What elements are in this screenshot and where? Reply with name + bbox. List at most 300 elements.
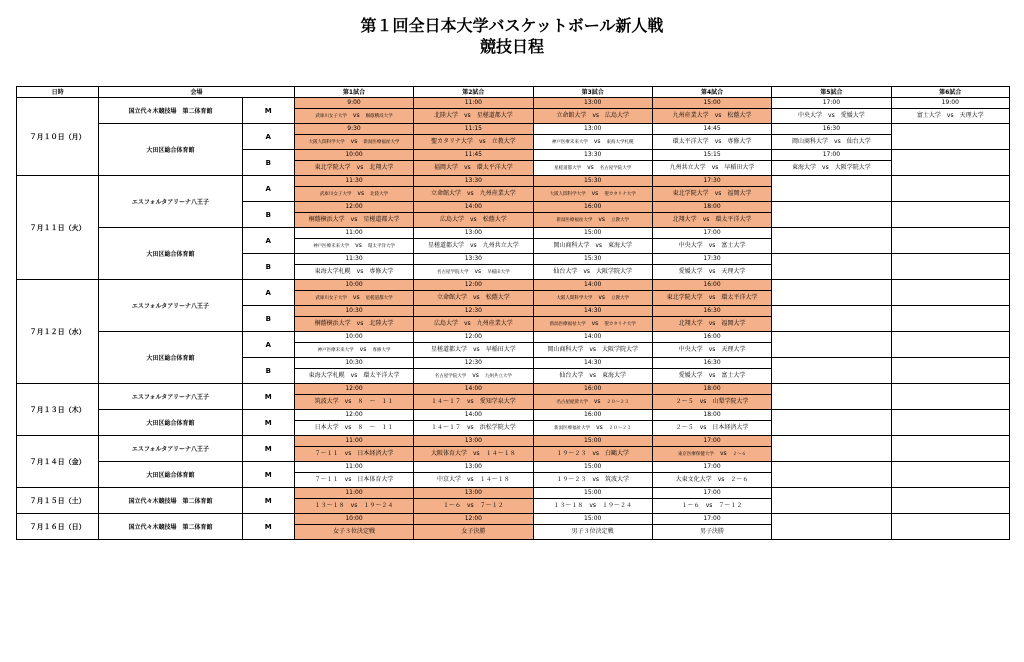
empty-cell (772, 436, 891, 462)
vs-separator: vs (464, 320, 471, 327)
match-teams (653, 265, 771, 279)
match-time: 13:00 (534, 124, 652, 135)
match-teams (653, 239, 771, 253)
empty-cell (891, 306, 1009, 332)
team-a: 星槎道都大学 (427, 242, 464, 249)
team-a: １９～２３ (556, 450, 587, 457)
match-teams (772, 161, 890, 175)
team-b: 環太平洋大学 (715, 216, 752, 223)
team-a: 武庫川女子大学 (315, 296, 347, 301)
court-cell: B (242, 202, 294, 228)
match-teams (414, 213, 532, 227)
match-teams (414, 291, 532, 305)
match-teams (295, 421, 413, 435)
team-b: 聖カタリナ大学 (604, 192, 636, 197)
team-a: 星槎道都大学 (554, 166, 582, 171)
team-b: 筑波大学 (605, 476, 630, 483)
match-time: 11:15 (414, 124, 532, 135)
team-b: 福岡大学 (727, 190, 752, 197)
team-a: 立命館大学 (556, 112, 587, 119)
match-cell (414, 358, 533, 384)
schedule-row (17, 462, 1010, 488)
match-time: 17:00 (772, 150, 890, 161)
court-cell: M (242, 410, 294, 436)
vs-separator: vs (591, 320, 599, 327)
match-label: 女子決勝 (461, 528, 486, 535)
team-b: 天理大学 (959, 112, 984, 119)
match-teams (653, 525, 771, 539)
match-cell (772, 124, 891, 150)
schedule-row (17, 332, 1010, 358)
empty-cell (772, 488, 891, 514)
vs-separator: vs (473, 450, 480, 457)
header-cell: 日時 (17, 87, 99, 98)
match-teams (653, 369, 771, 383)
vs-separator: vs (589, 502, 597, 509)
match-time: 11:30 (295, 254, 413, 265)
team-a: 聖カタリナ大学 (431, 138, 473, 145)
header-cell: 会場 (99, 87, 295, 98)
match-teams (295, 525, 413, 539)
match-cell (294, 358, 413, 384)
team-b: 九州共立大学 (482, 242, 519, 249)
team-b: 新潟医療福祉大学 (363, 140, 400, 145)
match-time: 15:00 (534, 488, 652, 499)
match-cell (414, 150, 533, 176)
team-a: 東北学院大学 (672, 190, 709, 197)
team-a: 東海大学 (792, 164, 817, 171)
empty-cell (891, 436, 1009, 462)
match-cell (414, 228, 533, 254)
match-cell (414, 410, 533, 436)
vs-separator: vs (344, 450, 352, 457)
empty-cell (891, 202, 1009, 228)
team-b: 環太平洋大学 (367, 244, 395, 249)
team-a: １３～１８ (314, 502, 345, 509)
match-cell (414, 280, 533, 306)
match-time: 13:30 (534, 150, 652, 161)
team-a: ２～５ (675, 398, 694, 405)
vs-separator: vs (596, 424, 603, 431)
match-teams (295, 291, 413, 305)
match-teams (295, 265, 413, 279)
vs-separator: vs (595, 242, 603, 249)
team-b: ２０～２３ (608, 426, 632, 431)
empty-cell (772, 358, 891, 384)
page-title: 第１回全日本大学バスケットボール新人戦 (360, 16, 664, 35)
venue-cell: 大田区総合体育館 (99, 332, 242, 384)
court-cell: B (242, 306, 294, 332)
vs-separator: vs (355, 242, 362, 249)
empty-cell (772, 462, 891, 488)
match-teams (414, 473, 532, 487)
header-cell: 第4試合 (652, 87, 771, 98)
empty-cell (891, 514, 1009, 540)
match-cell (294, 332, 413, 358)
empty-cell (772, 306, 891, 332)
schedule-row (17, 384, 1010, 410)
match-time: 18:00 (653, 384, 771, 395)
match-cell (414, 384, 533, 410)
match-time: 17:00 (653, 514, 771, 525)
match-cell (533, 436, 652, 462)
match-cell (652, 306, 771, 332)
venue-cell: エスフォルタアリーナ八王子 (99, 176, 242, 228)
match-teams (534, 317, 652, 331)
vs-separator: vs (473, 294, 480, 301)
team-a: １４～１７ (430, 424, 461, 431)
match-teams (653, 135, 771, 149)
vs-separator: vs (828, 112, 835, 119)
match-cell (533, 280, 652, 306)
match-teams (414, 499, 532, 513)
match-time: 17:00 (653, 436, 771, 447)
match-time: 12:00 (295, 384, 413, 395)
vs-separator: vs (711, 164, 719, 171)
vs-separator: vs (467, 424, 474, 431)
team-a: 中央大学 (798, 112, 823, 119)
empty-cell (772, 280, 891, 306)
vs-separator: vs (719, 450, 727, 457)
vs-separator: vs (359, 346, 367, 353)
team-b: 山梨学院大学 (712, 398, 749, 405)
match-time: 11:00 (295, 462, 413, 473)
vs-separator: vs (834, 138, 841, 145)
match-teams (534, 369, 652, 383)
match-teams (534, 161, 652, 175)
team-b: 聖カタリナ大学 (604, 322, 636, 327)
venue-cell: 大田区総合体育館 (99, 124, 242, 176)
match-time: 14:30 (534, 358, 652, 369)
match-teams (653, 317, 771, 331)
match-teams (534, 395, 652, 409)
match-time: 12:00 (295, 202, 413, 213)
match-time: 10:00 (295, 280, 413, 291)
team-b: 早稲田大学 (724, 164, 755, 171)
team-b: 浜松学院大学 (479, 424, 516, 431)
match-cell (533, 228, 652, 254)
vs-separator: vs (352, 112, 360, 119)
vs-separator: vs (598, 216, 606, 223)
match-time: 13:30 (414, 254, 532, 265)
team-a: 愛媛大学 (678, 268, 703, 275)
match-cell (294, 254, 413, 280)
match-teams (414, 369, 532, 383)
team-a: 仙台大学 (553, 268, 578, 275)
date-cell: ７月１０日（月） (17, 98, 99, 176)
team-b: 日本経済大学 (357, 450, 394, 457)
team-a: 東京医療保健大学 (677, 452, 714, 457)
header-cell: 第2試合 (414, 87, 533, 98)
team-a: 大阪人間科学大学 (549, 192, 586, 197)
match-label: 男子３位決定戦 (571, 528, 614, 535)
team-b: 星槎道都大学 (365, 296, 393, 301)
empty-cell (772, 254, 891, 280)
match-teams (295, 161, 413, 175)
empty-cell (891, 124, 1009, 150)
match-teams (295, 395, 413, 409)
team-a: 桐蔭横浜大学 (314, 320, 351, 327)
match-cell (652, 280, 771, 306)
vs-separator: vs (464, 164, 471, 171)
match-cell (533, 332, 652, 358)
vs-separator: vs (356, 268, 364, 275)
match-cell (414, 488, 533, 514)
team-a: 九州共立大学 (669, 164, 706, 171)
team-b: 立教大学 (491, 138, 516, 145)
match-teams (653, 499, 771, 513)
team-a: 北陸大学 (433, 112, 458, 119)
match-time: 16:30 (772, 124, 890, 135)
team-b: ２０～２３ (606, 400, 630, 405)
match-cell (294, 176, 413, 202)
vs-separator: vs (708, 346, 716, 353)
match-time: 11:00 (295, 488, 413, 499)
match-time: 12:30 (414, 306, 532, 317)
team-a: 北翔大学 (672, 216, 697, 223)
schedule-row (17, 228, 1010, 254)
match-cell (533, 306, 652, 332)
team-b: ７～１２ (479, 502, 504, 509)
schedule-row (17, 410, 1010, 436)
team-a: 大阪人間科学大学 (308, 140, 345, 145)
match-time: 12:30 (414, 358, 532, 369)
vs-separator: vs (699, 398, 707, 405)
team-a: 名古屋学院大学 (434, 374, 467, 379)
team-a: 岡山商科大学 (553, 242, 590, 249)
date-cell: ７月１３日（木） (17, 384, 99, 436)
team-a: 神戸医療未来大学 (551, 140, 588, 145)
vs-separator: vs (344, 424, 352, 431)
vs-separator: vs (714, 112, 722, 119)
match-cell (891, 98, 1009, 124)
empty-cell (891, 150, 1009, 176)
match-teams (653, 187, 771, 201)
team-b: 大阪学院大学 (596, 268, 633, 275)
court-cell: B (242, 254, 294, 280)
team-b: ８ ～ １１ (357, 424, 394, 431)
match-teams (534, 473, 652, 487)
empty-cell (891, 410, 1009, 436)
match-teams (534, 499, 652, 513)
venue-cell: 大田区総合体育館 (99, 228, 242, 280)
team-a: 富士大学 (916, 112, 941, 119)
empty-cell (891, 332, 1009, 358)
team-a: 福岡大学 (433, 164, 458, 171)
team-b: ７～１２ (718, 502, 743, 509)
venue-cell: エスフォルタアリーナ八王子 (99, 384, 242, 410)
team-b: 日本経済大学 (712, 424, 749, 431)
empty-cell (772, 176, 891, 202)
match-teams (653, 291, 771, 305)
match-time: 16:00 (534, 384, 652, 395)
match-cell (652, 514, 771, 540)
team-b: 松蔭大学 (482, 216, 507, 223)
vs-separator: vs (705, 502, 713, 509)
match-cell (652, 176, 771, 202)
match-teams (414, 135, 532, 149)
match-time: 16:00 (534, 202, 652, 213)
team-b: １４～１８ (485, 450, 516, 457)
match-teams (414, 317, 532, 331)
team-a: 筑波大学 (314, 398, 339, 405)
team-a: 九州産業大学 (672, 112, 709, 119)
match-time: 12:00 (414, 332, 532, 343)
court-cell: B (242, 150, 294, 176)
vs-separator: vs (478, 138, 486, 145)
match-teams (414, 239, 532, 253)
team-a: 大阪人間科学大学 (556, 296, 593, 301)
team-a: 新潟医療福祉大学 (556, 218, 593, 223)
court-cell: M (242, 384, 294, 410)
match-teams (295, 447, 413, 461)
match-teams (534, 291, 652, 305)
vs-separator: vs (352, 294, 360, 301)
match-cell (652, 488, 771, 514)
match-time: 16:00 (534, 410, 652, 421)
match-time: 10:00 (295, 332, 413, 343)
match-teams (295, 109, 413, 123)
match-cell (414, 98, 533, 124)
venue-cell: 大田区総合体育館 (99, 410, 242, 436)
vs-separator: vs (822, 164, 829, 171)
match-cell (294, 280, 413, 306)
match-cell (772, 150, 891, 176)
vs-separator: vs (472, 372, 479, 379)
match-cell (652, 254, 771, 280)
vs-separator: vs (470, 242, 477, 249)
team-b: 環太平洋大学 (476, 164, 513, 171)
team-b: 専修大学 (372, 348, 391, 353)
team-a: 大阪体育大学 (430, 450, 467, 457)
team-b: 専修大学 (727, 138, 752, 145)
team-b: 九州産業大学 (476, 320, 513, 327)
empty-cell (891, 358, 1009, 384)
match-teams (295, 499, 413, 513)
team-a: 広島大学 (433, 320, 458, 327)
team-a: 立命館大学 (430, 190, 461, 197)
team-b: ８ ～ １１ (357, 398, 394, 405)
team-a: 岡山商科大学 (547, 346, 584, 353)
court-cell: A (242, 124, 294, 150)
match-cell (294, 228, 413, 254)
team-a: １４～１７ (430, 398, 461, 405)
match-teams (653, 161, 771, 175)
vs-separator: vs (714, 190, 722, 197)
team-b: 福岡大学 (721, 320, 746, 327)
match-time: 14:00 (414, 202, 532, 213)
match-time: 16:30 (653, 306, 771, 317)
match-time: 17:30 (653, 176, 771, 187)
schedule-row (17, 176, 1010, 202)
team-b: 立教大学 (611, 296, 630, 301)
team-a: 新潟医療福祉大学 (554, 426, 591, 431)
date-cell: ７月１５日（土） (17, 488, 99, 514)
match-time: 15:30 (534, 176, 652, 187)
match-time: 15:00 (534, 228, 652, 239)
match-time: 14:00 (414, 410, 532, 421)
match-cell (414, 124, 533, 150)
vs-separator: vs (717, 476, 725, 483)
match-cell (294, 202, 413, 228)
match-teams (653, 421, 771, 435)
match-teams (534, 421, 652, 435)
vs-separator: vs (467, 476, 474, 483)
match-time: 17:00 (653, 462, 771, 473)
match-teams (534, 187, 652, 201)
match-time: 15:00 (534, 462, 652, 473)
match-cell (652, 124, 771, 150)
court-cell: B (242, 358, 294, 384)
match-teams (534, 213, 652, 227)
court-cell: A (242, 280, 294, 306)
team-b: 東海大学 (608, 242, 633, 249)
match-time: 10:00 (295, 514, 413, 525)
match-teams (295, 213, 413, 227)
empty-cell (772, 202, 891, 228)
match-time: 18:00 (653, 202, 771, 213)
vs-separator: vs (350, 138, 358, 145)
court-cell: M (242, 98, 294, 124)
vs-separator: vs (708, 268, 716, 275)
venue-cell: 国立代々木競技場 第二体育館 (99, 488, 242, 514)
vs-separator: vs (350, 502, 358, 509)
match-teams (414, 343, 532, 357)
team-a: 中央大学 (678, 242, 703, 249)
match-cell (294, 384, 413, 410)
vs-separator: vs (467, 190, 474, 197)
team-a: 武庫川女子大学 (315, 114, 347, 119)
team-a: 桐蔭横浜大学 (308, 216, 345, 223)
match-time: 12:00 (414, 280, 532, 291)
match-cell (533, 98, 652, 124)
vs-separator: vs (467, 398, 474, 405)
vs-separator: vs (344, 398, 352, 405)
empty-cell (891, 462, 1009, 488)
match-teams (534, 109, 652, 123)
match-cell (533, 124, 652, 150)
team-a: 立命館大学 (436, 294, 467, 301)
team-a: 神戸医療未来大学 (313, 244, 350, 249)
match-cell (294, 462, 413, 488)
match-time: 17:00 (772, 98, 890, 109)
page-subtitle: 競技日程 (479, 37, 544, 56)
vs-separator: vs (598, 294, 606, 301)
match-time: 13:00 (414, 228, 532, 239)
match-teams (534, 239, 652, 253)
match-teams (295, 187, 413, 201)
match-cell (533, 202, 652, 228)
match-time: 15:00 (534, 514, 652, 525)
team-a: 愛媛大学 (678, 372, 703, 379)
team-a: １３～１８ (553, 502, 584, 509)
match-teams (534, 265, 652, 279)
team-b: 大阪学院大学 (834, 164, 871, 171)
match-time: 15:15 (653, 150, 771, 161)
team-a: ７～１１ (314, 476, 339, 483)
team-b: 専修大学 (369, 268, 394, 275)
venue-cell: エスフォルタアリーナ八王子 (99, 280, 242, 332)
match-cell (652, 358, 771, 384)
court-cell: M (242, 488, 294, 514)
match-label: 女子３位決定戦 (332, 528, 375, 535)
match-cell (533, 384, 652, 410)
team-a: 新潟医療福祉大学 (549, 322, 586, 327)
empty-cell (772, 332, 891, 358)
team-b: 北翔大学 (369, 164, 394, 171)
header-cell: 第1試合 (294, 87, 413, 98)
vs-separator: vs (714, 138, 722, 145)
